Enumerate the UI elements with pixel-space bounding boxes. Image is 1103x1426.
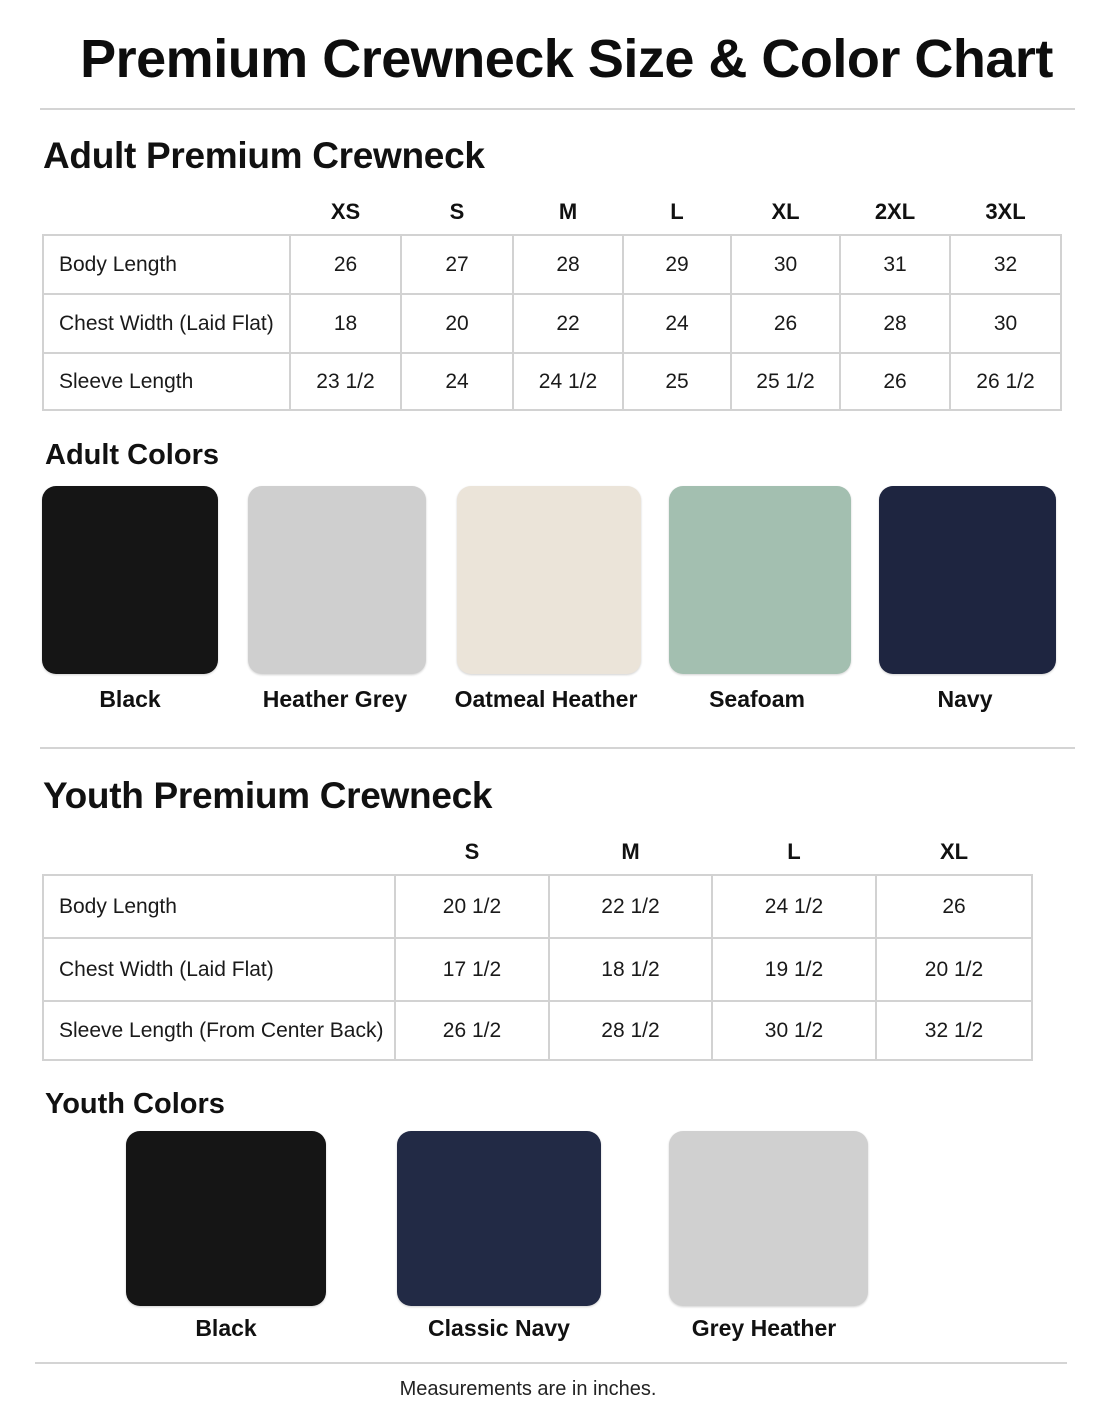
size-header: S xyxy=(464,839,480,864)
divider xyxy=(40,108,1075,110)
divider xyxy=(35,1362,1067,1364)
color-label: Black xyxy=(99,686,161,712)
table-cell: 28 xyxy=(513,235,623,294)
table-row xyxy=(43,1001,1032,1060)
table-row xyxy=(43,294,1061,353)
color-label: Navy xyxy=(937,686,993,712)
table-cell: 17 1/2 xyxy=(395,938,549,1001)
color-swatch-oatmeal-heather xyxy=(457,486,641,674)
table-cell: 30 xyxy=(731,235,840,294)
color-label: Black xyxy=(195,1315,257,1341)
color-swatch-navy xyxy=(879,486,1056,674)
color-label: Grey Heather xyxy=(691,1315,837,1341)
row-label: Body Length xyxy=(43,235,290,294)
size-header: L xyxy=(670,199,684,224)
row-label: Sleeve Length (From Center Back) xyxy=(43,1001,395,1060)
adult-heading: Adult Premium Crewneck xyxy=(43,135,485,176)
row-label: Body Length xyxy=(43,875,395,938)
table-cell: 30 xyxy=(950,294,1061,353)
size-header: 2XL xyxy=(874,199,916,224)
table-cell: 24 xyxy=(401,353,513,410)
adult-size-table xyxy=(42,190,1062,411)
table-cell: 28 xyxy=(840,294,950,353)
color-label: Seafoam xyxy=(709,686,805,712)
table-cell: 18 xyxy=(290,294,401,353)
size-header: M xyxy=(558,199,578,224)
color-swatch-black xyxy=(126,1131,326,1306)
table-cell: 26 xyxy=(840,353,950,410)
youth-colors-heading: Youth Colors xyxy=(45,1088,225,1120)
youth-size-header-row xyxy=(43,830,1032,875)
color-label: Classic Navy xyxy=(428,1315,570,1341)
page-title: Premium Crewneck Size & Color Chart xyxy=(80,29,1053,89)
header-spacer xyxy=(43,190,290,235)
size-header: XL xyxy=(771,199,800,224)
row-label: Chest Width (Laid Flat) xyxy=(43,938,395,1001)
youth-size-table xyxy=(42,830,1033,1061)
table-row xyxy=(43,875,1032,938)
size-header: XS xyxy=(330,199,361,224)
table-cell: 28 1/2 xyxy=(549,1001,712,1060)
header-spacer xyxy=(43,830,395,875)
table-cell: 30 1/2 xyxy=(712,1001,876,1060)
color-swatch-classic-navy xyxy=(397,1131,601,1306)
size-header: 3XL xyxy=(985,199,1026,224)
row-label: Chest Width (Laid Flat) xyxy=(43,294,290,353)
table-cell: 31 xyxy=(840,235,950,294)
adult-colors-heading: Adult Colors xyxy=(45,439,219,471)
table-cell: 22 xyxy=(513,294,623,353)
table-cell: 29 xyxy=(623,235,731,294)
table-cell: 22 1/2 xyxy=(549,875,712,938)
color-label: Heather Grey xyxy=(262,686,408,712)
table-cell: 26 xyxy=(290,235,401,294)
table-cell: 27 xyxy=(401,235,513,294)
table-cell: 32 xyxy=(950,235,1061,294)
row-label: Sleeve Length xyxy=(43,353,290,410)
table-cell: 20 1/2 xyxy=(395,875,549,938)
youth-heading: Youth Premium Crewneck xyxy=(43,775,493,816)
table-cell: 32 1/2 xyxy=(876,1001,1032,1060)
table-cell: 25 xyxy=(623,353,731,410)
size-header: S xyxy=(449,199,465,224)
size-header: M xyxy=(621,839,640,864)
table-cell: 19 1/2 xyxy=(712,938,876,1001)
color-swatch-black xyxy=(42,486,218,674)
table-cell: 24 xyxy=(623,294,731,353)
adult-size-header-row xyxy=(43,190,1061,235)
table-cell: 20 xyxy=(401,294,513,353)
size-header: L xyxy=(787,839,801,864)
table-cell: 26 xyxy=(876,875,1032,938)
table-cell: 18 1/2 xyxy=(549,938,712,1001)
table-row xyxy=(43,353,1061,410)
size-header: XL xyxy=(939,839,969,864)
table-cell: 23 1/2 xyxy=(290,353,401,410)
color-swatch-grey-heather xyxy=(669,1131,868,1306)
color-swatch-heather-grey xyxy=(248,486,426,674)
table-row xyxy=(43,235,1061,294)
color-label: Oatmeal Heather xyxy=(454,686,638,712)
color-swatch-seafoam xyxy=(669,486,851,674)
divider xyxy=(40,747,1075,749)
table-cell: 26 1/2 xyxy=(950,353,1061,410)
table-row xyxy=(43,938,1032,1001)
footer-note: Measurements are in inches. xyxy=(399,1378,657,1400)
table-cell: 24 1/2 xyxy=(712,875,876,938)
table-cell: 24 1/2 xyxy=(513,353,623,410)
table-cell: 26 1/2 xyxy=(395,1001,549,1060)
table-cell: 26 xyxy=(731,294,840,353)
table-cell: 25 1/2 xyxy=(731,353,840,410)
table-cell: 20 1/2 xyxy=(876,938,1032,1001)
